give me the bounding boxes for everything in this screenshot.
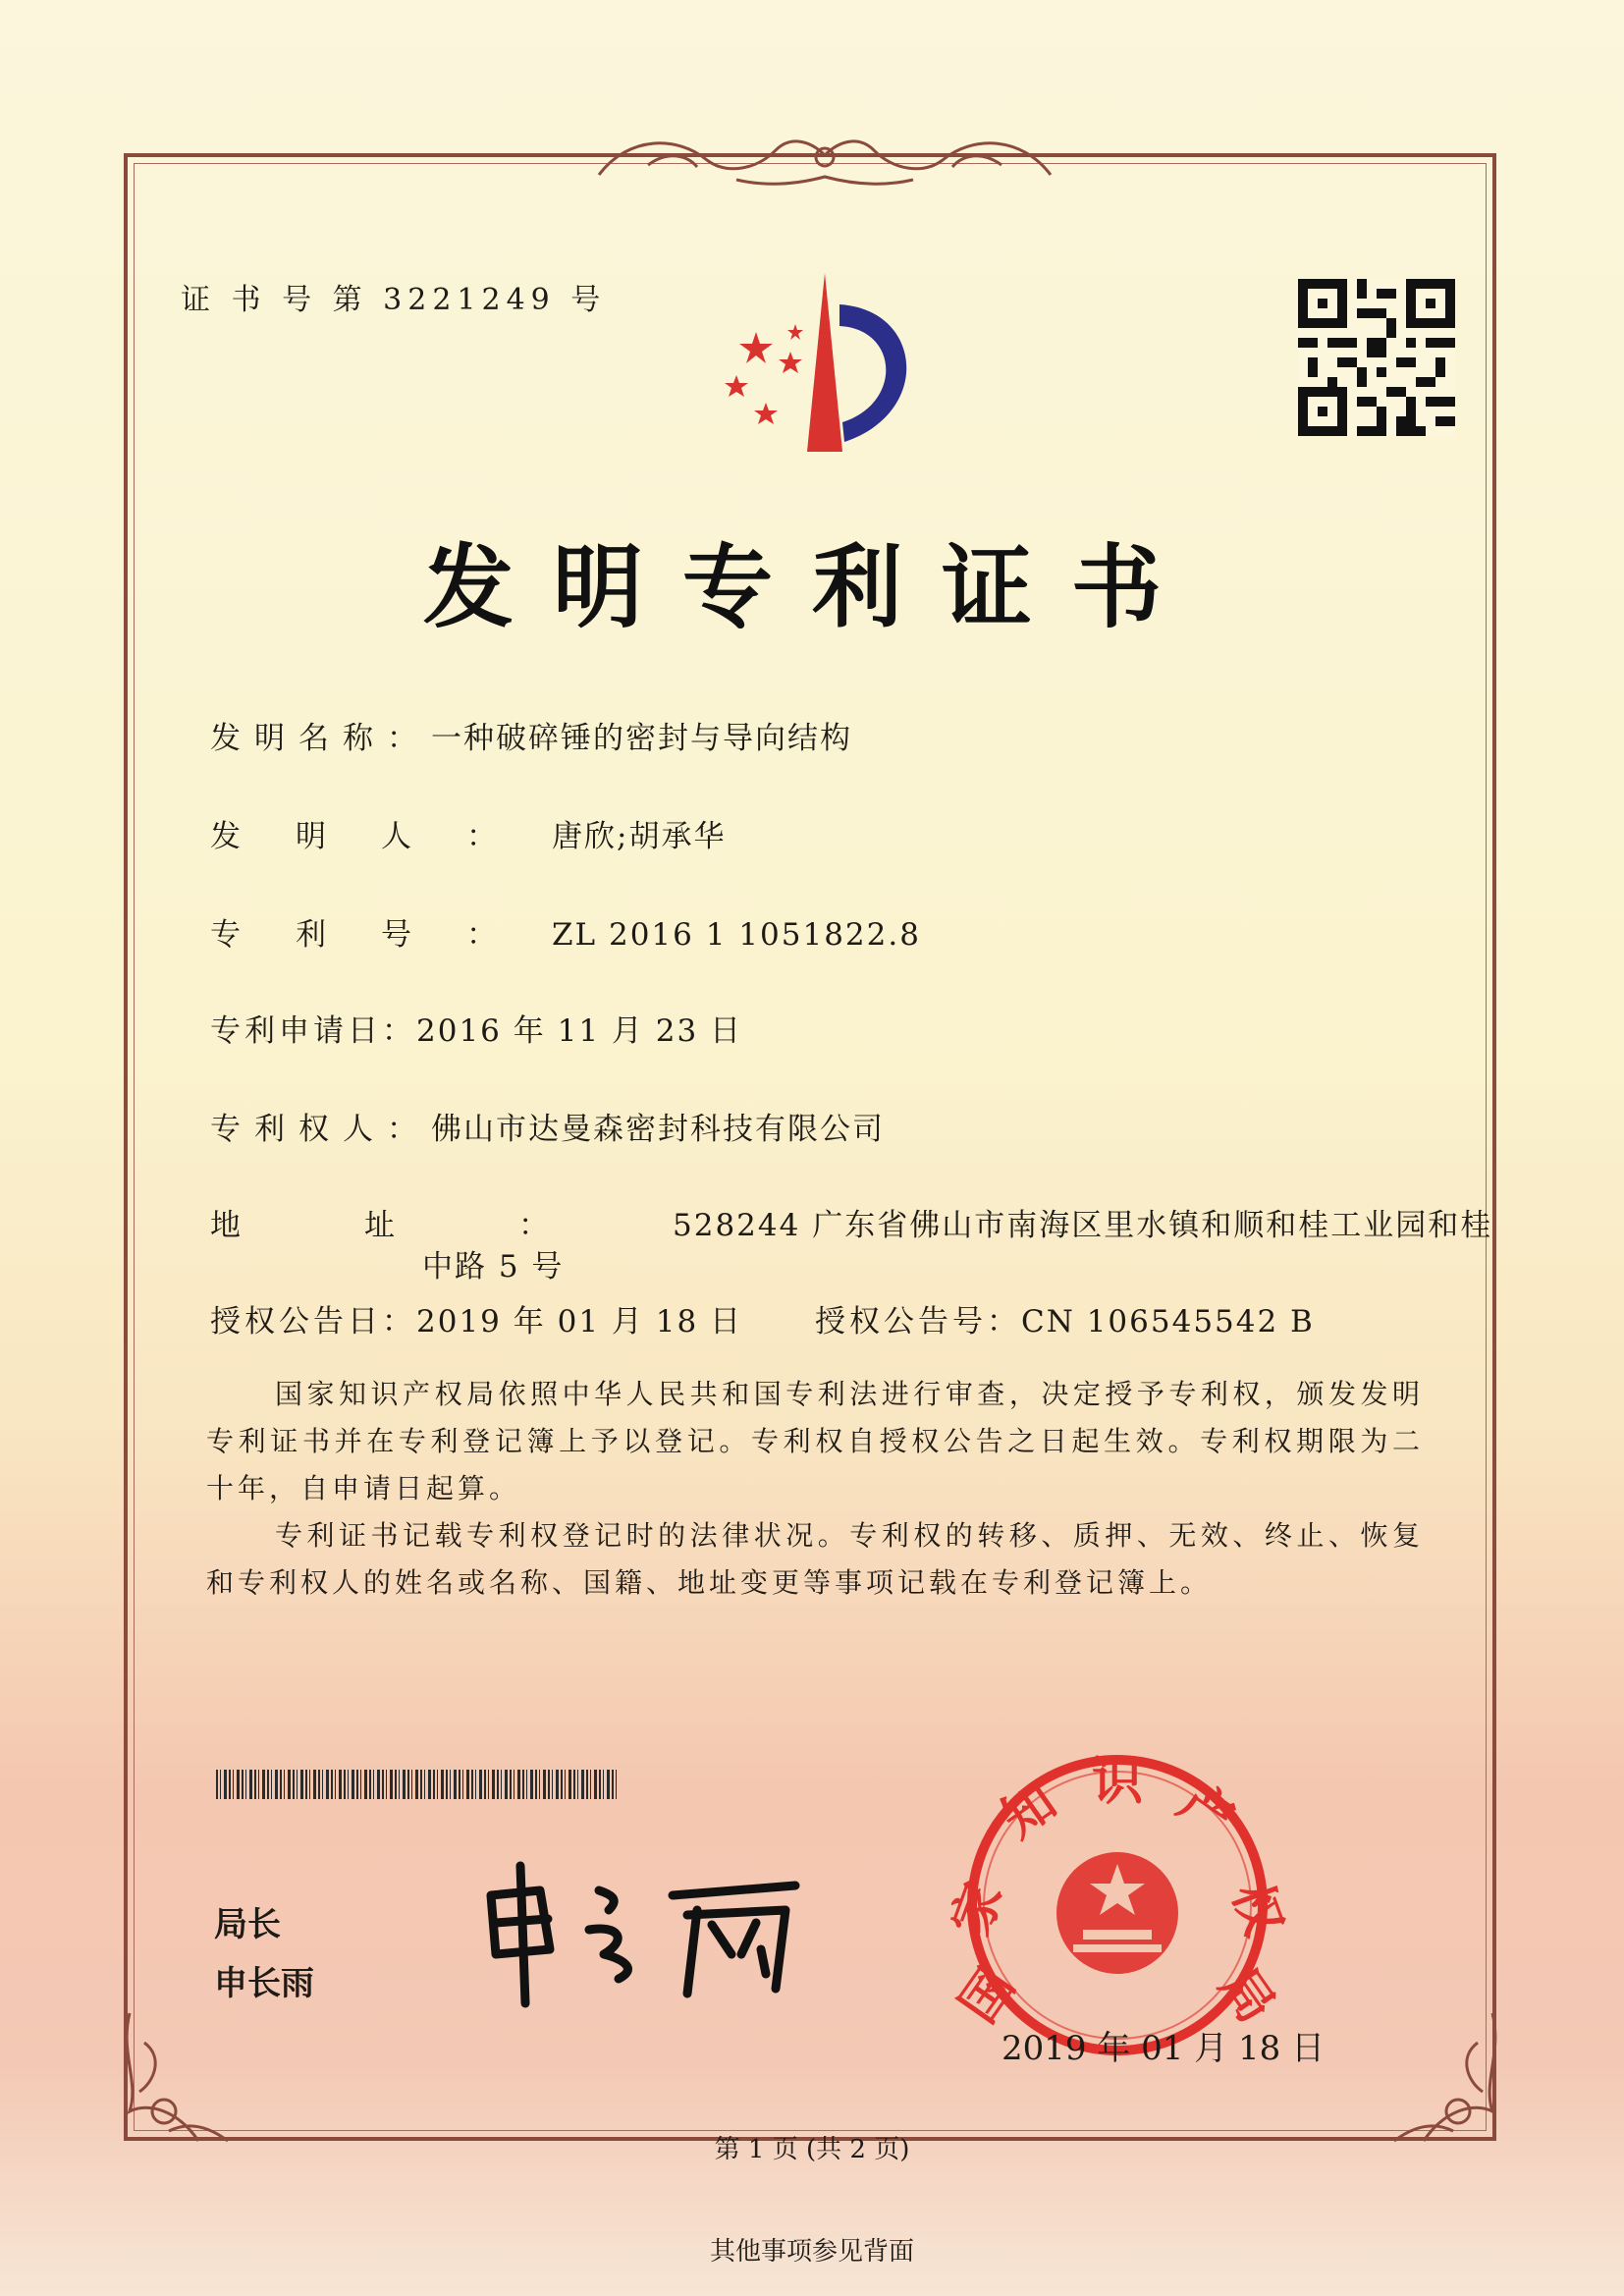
page-indicator: 第 1 页 (共 2 页) xyxy=(714,2135,910,2164)
address-label: 地址： xyxy=(210,1208,673,1243)
seal-date: 2019 年 01 月 18 日 xyxy=(1001,2029,1326,2068)
grant-pub-no-value: CN 106545542 B xyxy=(1021,1304,1315,1339)
back-note: 其他事项参见背面 xyxy=(709,2237,914,2267)
address-value-line2: 中路 5 号 xyxy=(422,1249,565,1285)
grant-pub-no-row xyxy=(815,1296,1315,1340)
certificate-number: 证 书 号 第 3221249 号 xyxy=(181,283,607,317)
svg-text:国: 国 xyxy=(948,1957,1027,2034)
invention-name-label: 发明名称： xyxy=(210,721,431,756)
address-value-line1: 528244 广东省佛山市南海区里水镇和顺和桂工业园和桂 xyxy=(673,1208,1493,1243)
filing-date-label: 专利申请日： xyxy=(210,1013,416,1049)
filing-date-row xyxy=(210,1006,742,1050)
patentee-value: 佛山市达曼森密封科技有限公司 xyxy=(431,1112,885,1147)
inventor-value: 唐欣;胡承华 xyxy=(552,819,727,854)
grant-date-value: 2019 年 01 月 18 日 xyxy=(416,1304,743,1339)
svg-text:家: 家 xyxy=(941,1875,1015,1943)
director-name: 申长雨 xyxy=(214,1964,314,2003)
barcode xyxy=(216,1770,619,1799)
top-ornament xyxy=(589,126,1060,194)
statement-paragraph-2: 专利证书记载专利权登记时的法律状况。专利权的转移、质押、无效、终止、恢复和专利权人的姓名或名称、国籍、地址变更等事项记载在专利登记簿上。 xyxy=(206,1519,1424,1599)
svg-text:产: 产 xyxy=(1167,1772,1244,1850)
filing-date-value: 2016 年 11 月 23 日 xyxy=(416,1013,743,1049)
svg-text:知: 知 xyxy=(991,1772,1067,1850)
inventor-row xyxy=(210,811,726,855)
svg-text:识: 识 xyxy=(1091,1753,1144,1812)
qr-code xyxy=(1298,279,1455,436)
patentee-row xyxy=(210,1104,885,1148)
statement-paragraph-1: 国家知识产权局依照中华人民共和国专利法进行审查，决定授予专利权，颁发发明专利证书并在专利登记簿上予以登记。专利权自授权公告之日起生效。专利权期限为二十年，自申请日起算。 xyxy=(206,1378,1424,1504)
svg-text:权: 权 xyxy=(1219,1875,1294,1943)
official-seal xyxy=(941,1748,1294,2062)
grant-date-row xyxy=(210,1296,742,1340)
address-row xyxy=(210,1200,1492,1244)
patent-office-logo xyxy=(697,265,952,462)
grant-pub-no-label: 授权公告号： xyxy=(815,1304,1021,1339)
grant-date-label: 授权公告日： xyxy=(210,1304,416,1339)
patent-number-label: 专利号： xyxy=(210,917,552,953)
handwritten-signature xyxy=(471,1856,825,2013)
patent-number-row xyxy=(210,909,921,954)
invention-name-row xyxy=(210,713,852,757)
svg-text:局: 局 xyxy=(1208,1957,1286,2034)
inventor-label: 发明人： xyxy=(210,819,552,854)
patent-number-value: ZL 2016 1 1051822.8 xyxy=(552,917,921,953)
patentee-label: 专利权人： xyxy=(210,1112,431,1147)
invention-name-value: 一种破碎锤的密封与导向结构 xyxy=(431,721,852,756)
director-title: 局长 xyxy=(214,1905,281,1944)
certificate-title: 发明专利证书 xyxy=(422,535,1201,640)
